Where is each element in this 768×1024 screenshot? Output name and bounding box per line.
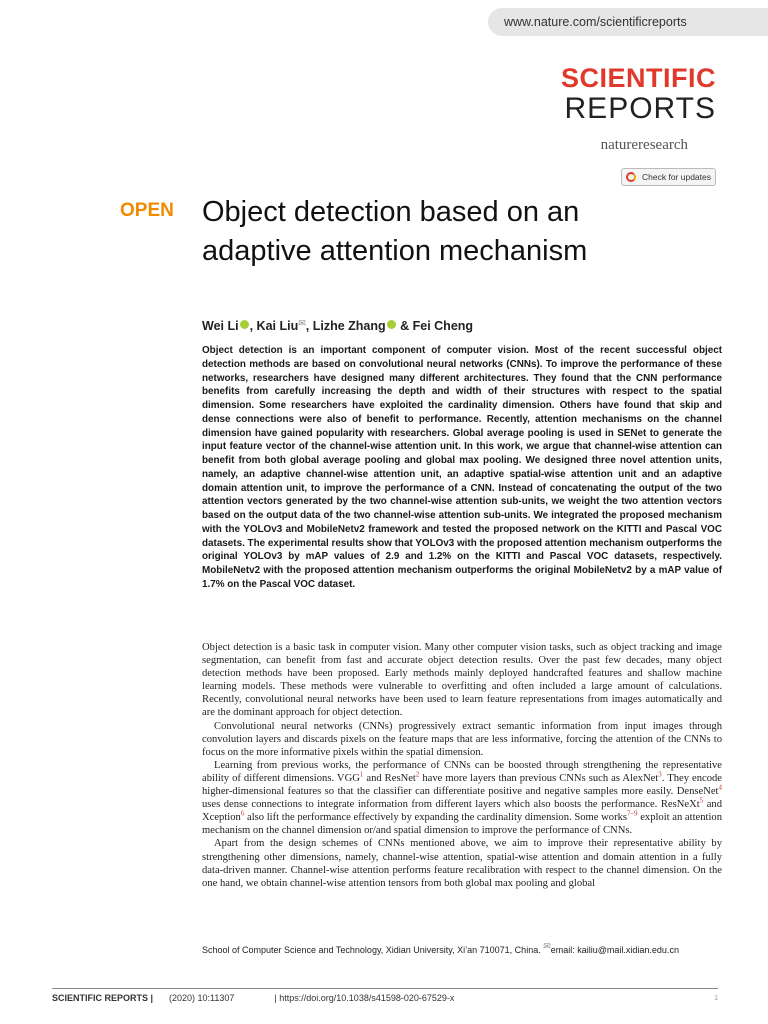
text-run: and ResNet	[363, 772, 416, 784]
crossmark-icon	[626, 172, 636, 182]
affiliation-note	[202, 940, 722, 957]
email-icon: ✉	[543, 941, 551, 951]
author-fei-cheng[interactable]: Fei Cheng	[412, 319, 474, 333]
journal-logo-scientific: SCIENTIFIC	[560, 63, 716, 93]
text-run: exploit an attention mechanism on the channel dimension or/and spatial dimension to improve the performance of CNNs.	[202, 812, 723, 837]
footer-citation: (2020) 10:11307	[169, 993, 235, 1003]
text-run: also lift the performance effectively by expanding the cardinality dimension. Some works	[244, 812, 628, 824]
author-kai-liu[interactable]: Kai Liu	[256, 319, 299, 333]
text-run: and Xception	[202, 799, 722, 824]
article-body	[202, 641, 722, 890]
reference-link[interactable]: 2	[415, 770, 420, 779]
text-run: have more layers than previous CNNs such as AlexNet	[419, 772, 659, 784]
page-number: 1	[714, 994, 718, 1002]
body-paragraph: Apart from the design schemes of CNNs mentioned above, we aim to improve their representative ability by strengthening other dimensions, namely, channel-wise attention, spatial-wise attention and domain attention in a fully data-driven manner. Channel-wise attention performs feature recalibration with respect to the channel dimension. On the one hand, we obtain channel-wise attention tensors from both global max pooling and global	[202, 838, 722, 889]
orcid-icon[interactable]	[387, 320, 396, 329]
check-for-updates-button[interactable]	[621, 168, 716, 186]
author-list	[202, 318, 722, 333]
article-title: Object detection based on an adaptive attention mechanism	[202, 196, 588, 267]
body-paragraph	[202, 759, 722, 838]
journal-logo-reports: REPORTS	[564, 92, 716, 125]
journal-url[interactable]: www.nature.com/scientificreports	[488, 8, 768, 36]
reference-link[interactable]: 3	[658, 770, 662, 779]
reference-link[interactable]: 5	[699, 796, 704, 805]
text-run: Learning from previous works, the performance of CNNs can be boosted through strengthening the representative ability of different dimensions. VGG	[202, 759, 722, 784]
author-separator: &	[396, 319, 413, 333]
body-paragraph: Object detection is a basic task in computer vision. Many other computer vision tasks, such as object tracking and image segmentation, can benefit from fast and accurate object detection results. Over the past few decades, many object detection methods have been proposed. Early methods mainly deployed handcrafted features and shallow machine learning models. These methods were vulnerable to overfitting and often included a large amount of calculations. Recently, convolutional neural networks have been used to learn feature representations from images automatically and are the dominant approach for object detection.	[202, 642, 722, 719]
corresponding-email[interactable]: email: kailiu@mail.xidian.edu.cn	[550, 945, 679, 955]
footer-journal: SCIENTIFIC REPORTS |	[52, 993, 154, 1003]
reference-link[interactable]: 1	[359, 770, 364, 779]
author-wei-li[interactable]: Wei Li	[202, 319, 239, 333]
author-lizhe-zhang[interactable]: Lizhe Zhang	[312, 319, 386, 333]
page-footer	[52, 991, 718, 1005]
open-access-label: OPEN	[120, 200, 174, 221]
reference-link[interactable]: 6	[240, 809, 245, 818]
reference-link[interactable]: 4	[718, 783, 722, 792]
author-separator: ,	[249, 319, 257, 333]
reference-link[interactable]: 7–9	[627, 809, 638, 818]
abstract: Object detection is an important component of computer vision. Most of the recent successful object detection methods are based on convolutional neural networks (CNNs). To improve the performance of these networks, researchers have designed many different architectures. They found that the CNN performance benefits from carefully increasing the depth and width of their structures with respect to the spatial dimension. Some researchers have exploited the cardinality dimension. Others have found that skip and dense connections were also of benefit to performance. Recently, attention mechanisms on the channel dimension have gained popularity with researchers. Global average pooling is used in SENet to generate the input feature vector of the channel-wise attention unit. In this work, we argue that channel-wise attention can benefit from both global average pooling and global max pooling. We designed three novel attention units, namely, an adaptive channel-wise attention unit, an adaptive spatial-wise attention unit and an adaptive domain attention unit, to improve the performance of a CNN. Instead of concatenating the output of the two attention vectors generated by the two channel-wise attention sub-units, we weight the two attention vectors based on the output data of the two channel-wise attention sub-units. We integrated the proposed mechanism with the YOLOv3 and MobileNetv2 framework and tested the proposed network on the KITTI and Pascal VOC datasets. The experimental results show that YOLOv3 with the proposed attention mechanism outperforms the original YOLOv3 by mAP values of 2.9 and 1.2% on the KITTI and Pascal VOC datasets, respectively. MobileNetv2 with the proposed attention mechanism outperforms the original MobileNetv2 by a mAP value of 1.7% on the Pascal VOC dataset.	[202, 345, 723, 590]
text-run: . They encode higher-dimensional features so that the classifier can differentiate positive and negative samples more easily. DenseNet	[202, 772, 723, 798]
email-icon[interactable]: ✉	[298, 318, 306, 328]
body-paragraph: Convolutional neural networks (CNNs) progressively extract semantic information from input images through convolution layers and discards pixels on the feature maps that are less informative, forcing the attention of the CNNs to focus on the more informative pixels within the spatial dimension.	[202, 720, 722, 758]
publisher-name: natureresearch	[600, 137, 688, 153]
author-separator: ,	[305, 319, 313, 333]
footer-divider	[52, 988, 718, 989]
orcid-icon[interactable]	[240, 320, 249, 329]
text-run: uses dense connections to integrate information from different layers which also boosts the performance. ResNeXt	[202, 799, 700, 811]
affiliation-text: School of Computer Science and Technology, Xidian University, Xi’an 710071, China.	[202, 945, 544, 955]
footer-doi-link[interactable]: | https://doi.org/10.1038/s41598-020-67529-x	[274, 993, 455, 1003]
check-for-updates-label: Check for updates	[642, 172, 711, 182]
